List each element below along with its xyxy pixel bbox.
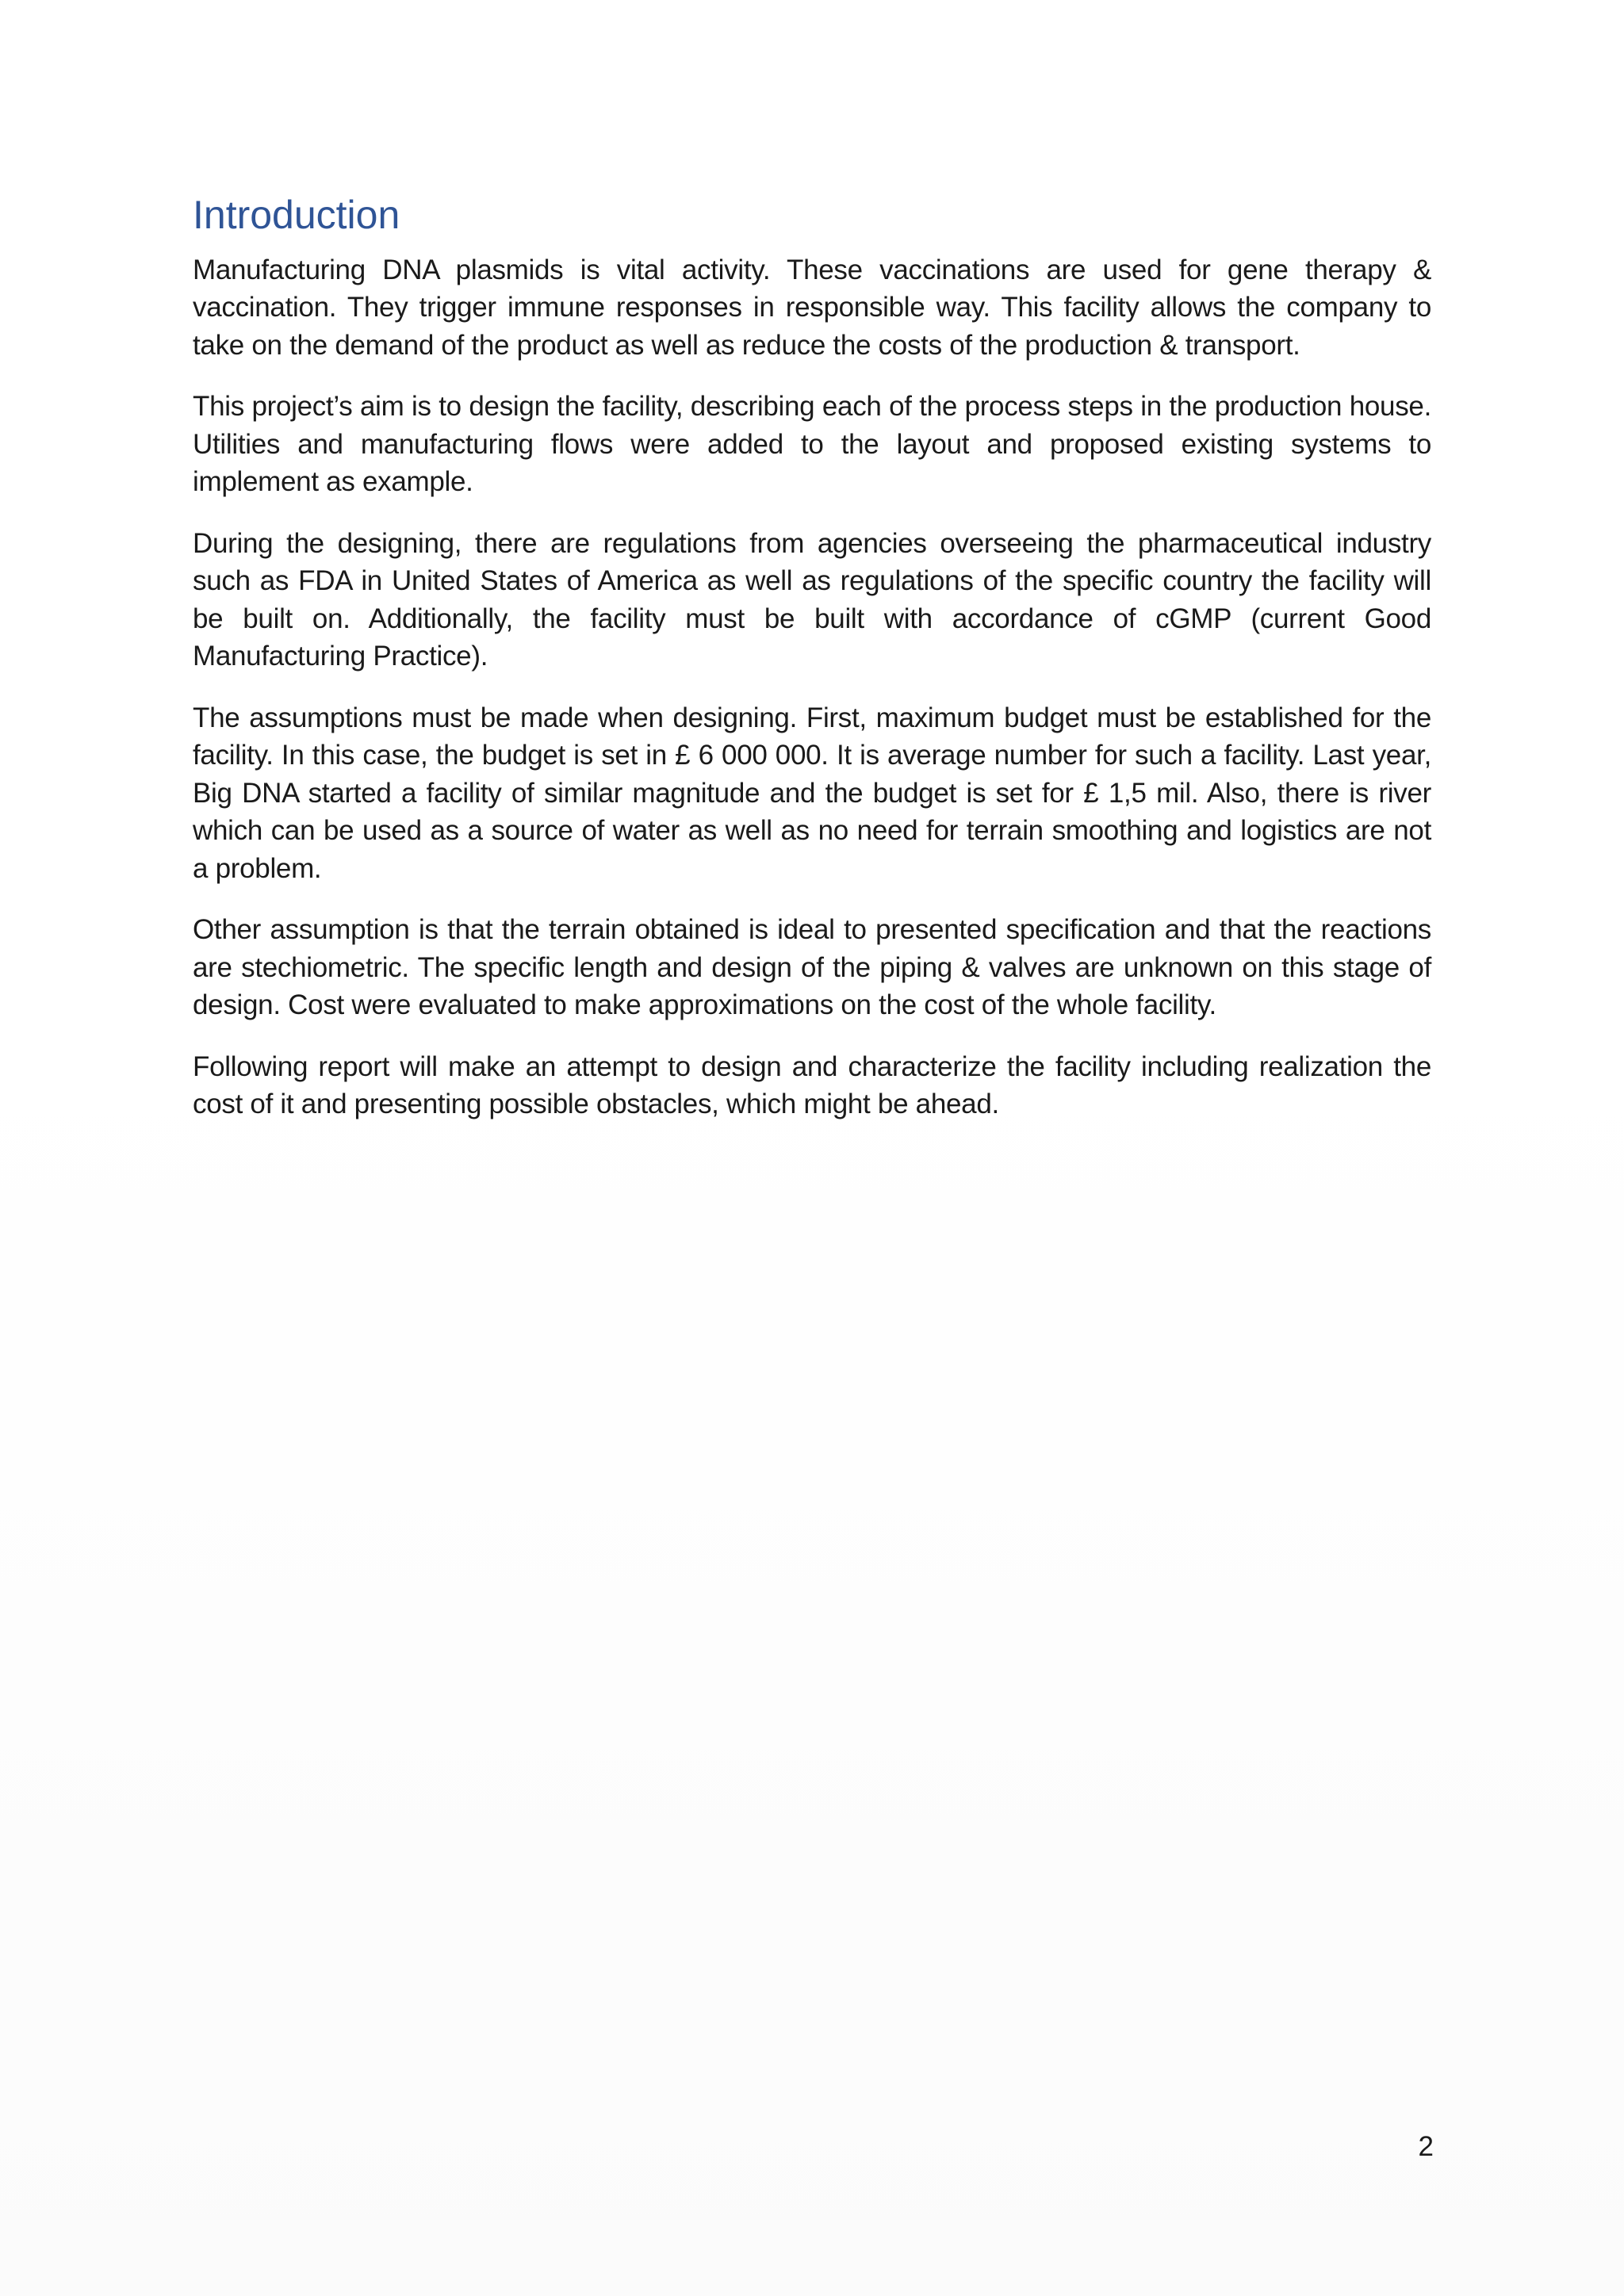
page-content — [193, 190, 1431, 1147]
paragraph-4: The assumptions must be made when designing. First, maximum budget must be established for the facility. In this case, the budget is set in £ 6 000 000. It is average number for such a facility. Last year, Big DNA started a facility of similar magnitude and the budget is set for £ 1,5 mil. Also, there is river which can be used as a source of water as well as no need for terrain smoothing and logistics are not a problem. — [193, 702, 1431, 884]
paragraph-5: Other assumption is that the terrain obtained is ideal to presented specification and that the reactions are stechiometric. The specific length and design of the piping & valves are unknown on this stage of design. Cost were evaluated to make approximations on the cost of the whole facility. — [193, 914, 1431, 1020]
paragraph-6: Following report will make an attempt to design and characterize the facility including realization the cost of it and presenting possible obstacles, which might be ahead. — [193, 1050, 1431, 1119]
paragraph-3: During the designing, there are regulations from agencies overseeing the pharmaceutical industry such as FDA in United States of America as well as regulations of the specific country the facility will be built on. Additionally, the facility must be built with accordance of cGMP (current Good Manufacturing Practice). — [193, 527, 1431, 672]
page-number: 2 — [1418, 2131, 1434, 2162]
section-heading: Introduction — [193, 193, 400, 237]
paragraph-1: Manufacturing DNA plasmids is vital activity. These vaccinations are used for gene therapy & vaccination. They trigger immune responses in responsible way. This facility allows the company to take on the demand of the product as well as reduce the costs of the production & transport. — [193, 254, 1431, 361]
paragraph-2: This project’s aim is to design the facility, describing each of the process steps in the production house. Utilities and manufacturing flows were added to the layout and proposed existing systems to implement as example. — [193, 391, 1431, 497]
